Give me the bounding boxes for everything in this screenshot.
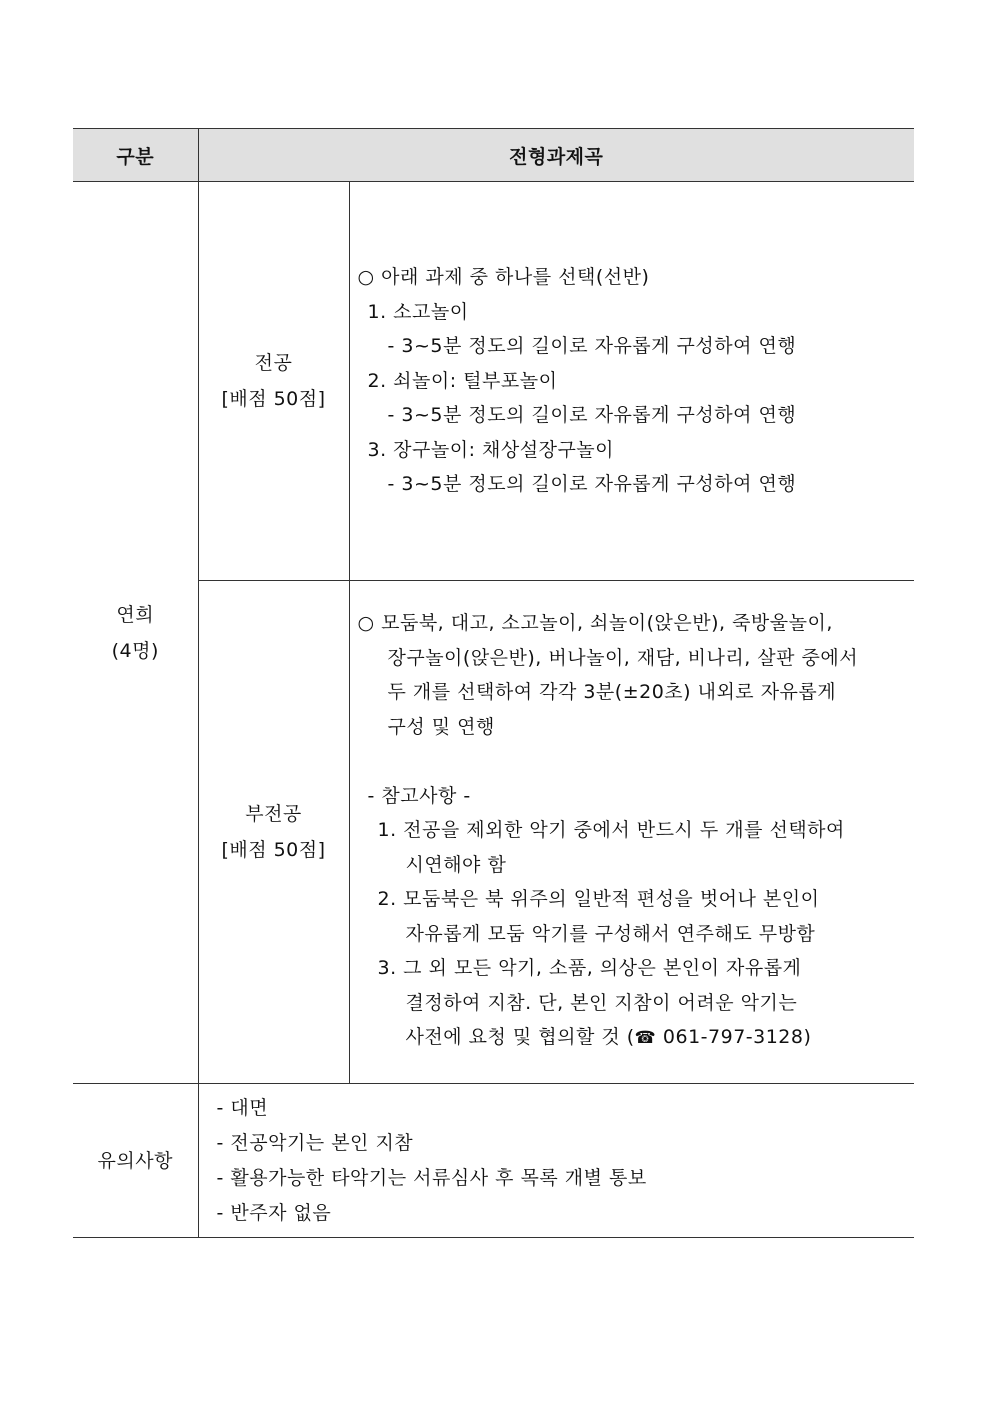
minor-row xyxy=(73,581,914,1084)
minor-contact-phone: 061-797-3128) xyxy=(662,1026,812,1048)
minor-ref-1-cont: 시연해야 함 xyxy=(405,853,507,876)
minor-ref-2: 2. 모둠북은 북 위주의 일반적 편성을 벗어나 본인이 xyxy=(377,888,820,910)
minor-ref-3-cont: 결정하여 지참. 단, 본인 지참이 어려운 악기는 xyxy=(405,991,798,1014)
header-task: 전형과제곡 xyxy=(198,129,914,182)
minor-ref-2-cont: 자유롭게 모둠 악기를 구성해서 연주해도 무방함 xyxy=(405,922,816,945)
minor-contact-prefix: 사전에 요청 및 협의할 것 ( xyxy=(405,1026,635,1048)
group-cell xyxy=(73,182,198,1084)
notes-label: 유의사항 xyxy=(97,1149,173,1172)
minor-label: 부전공 xyxy=(245,803,302,825)
minor-score: [배점 50점] xyxy=(221,839,326,861)
notes-item-4: - 반주자 없음 xyxy=(216,1201,332,1224)
minor-main-line-3: 두 개를 선택하여 각각 3분(±20초) 내외로 자유롭게 xyxy=(387,681,837,703)
major-option-3: 3. 장구놀이: 채상설장구놀이 xyxy=(367,438,615,461)
major-score: [배점 50점] xyxy=(221,388,326,410)
phone-icon: ☎ xyxy=(634,1028,657,1048)
minor-label-cell xyxy=(198,581,349,1084)
minor-content xyxy=(349,581,914,1084)
minor-contact-line xyxy=(358,1020,915,1056)
major-option-2-desc: - 3~5분 정도의 길이로 자유롭게 구성하여 연행 xyxy=(387,404,797,427)
minor-main-line-1: ○ 모둠북, 대고, 소고놀이, 쇠놀이(앉은반), 죽방울놀이, xyxy=(357,612,833,634)
notes-content xyxy=(198,1084,914,1238)
notes-item-1: - 대면 xyxy=(216,1096,269,1119)
table-header-row xyxy=(73,129,914,182)
minor-main-line-4: 구성 및 연행 xyxy=(387,715,495,738)
audition-task-table xyxy=(73,128,914,1238)
major-label-cell xyxy=(198,182,349,581)
major-option-3-desc: - 3~5분 정도의 길이로 자유롭게 구성하여 연행 xyxy=(387,473,797,496)
notes-item-2: - 전공악기는 본인 지참 xyxy=(216,1131,414,1154)
minor-main-line-2: 장구놀이(앉은반), 버나놀이, 재담, 비나리, 살판 중에서 xyxy=(387,646,859,669)
minor-ref-1: 1. 전공을 제외한 악기 중에서 반드시 두 개를 선택하여 xyxy=(377,819,845,841)
notes-label-cell xyxy=(73,1084,198,1238)
minor-spacer xyxy=(358,744,915,779)
minor-ref-3: 3. 그 외 모든 악기, 소품, 의상은 본인이 자유롭게 xyxy=(377,957,802,979)
major-row xyxy=(73,182,914,581)
group-count: (4명) xyxy=(111,639,159,662)
notes-row xyxy=(73,1084,914,1238)
minor-ref-title: - 참고사항 - xyxy=(367,784,471,807)
header-category: 구분 xyxy=(73,129,198,182)
group-name: 연희 xyxy=(116,603,155,626)
major-content xyxy=(349,182,914,581)
major-option-1: 1. 소고놀이 xyxy=(367,300,469,323)
major-label: 전공 xyxy=(254,352,293,374)
major-intro: ○ 아래 과제 중 하나를 선택(선반) xyxy=(357,266,650,289)
major-option-1-desc: - 3~5분 정도의 길이로 자유롭게 구성하여 연행 xyxy=(387,335,797,358)
major-option-2: 2. 쇠놀이: 털부포놀이 xyxy=(367,369,558,392)
notes-item-3: - 활용가능한 타악기는 서류심사 후 목록 개별 통보 xyxy=(216,1166,647,1189)
